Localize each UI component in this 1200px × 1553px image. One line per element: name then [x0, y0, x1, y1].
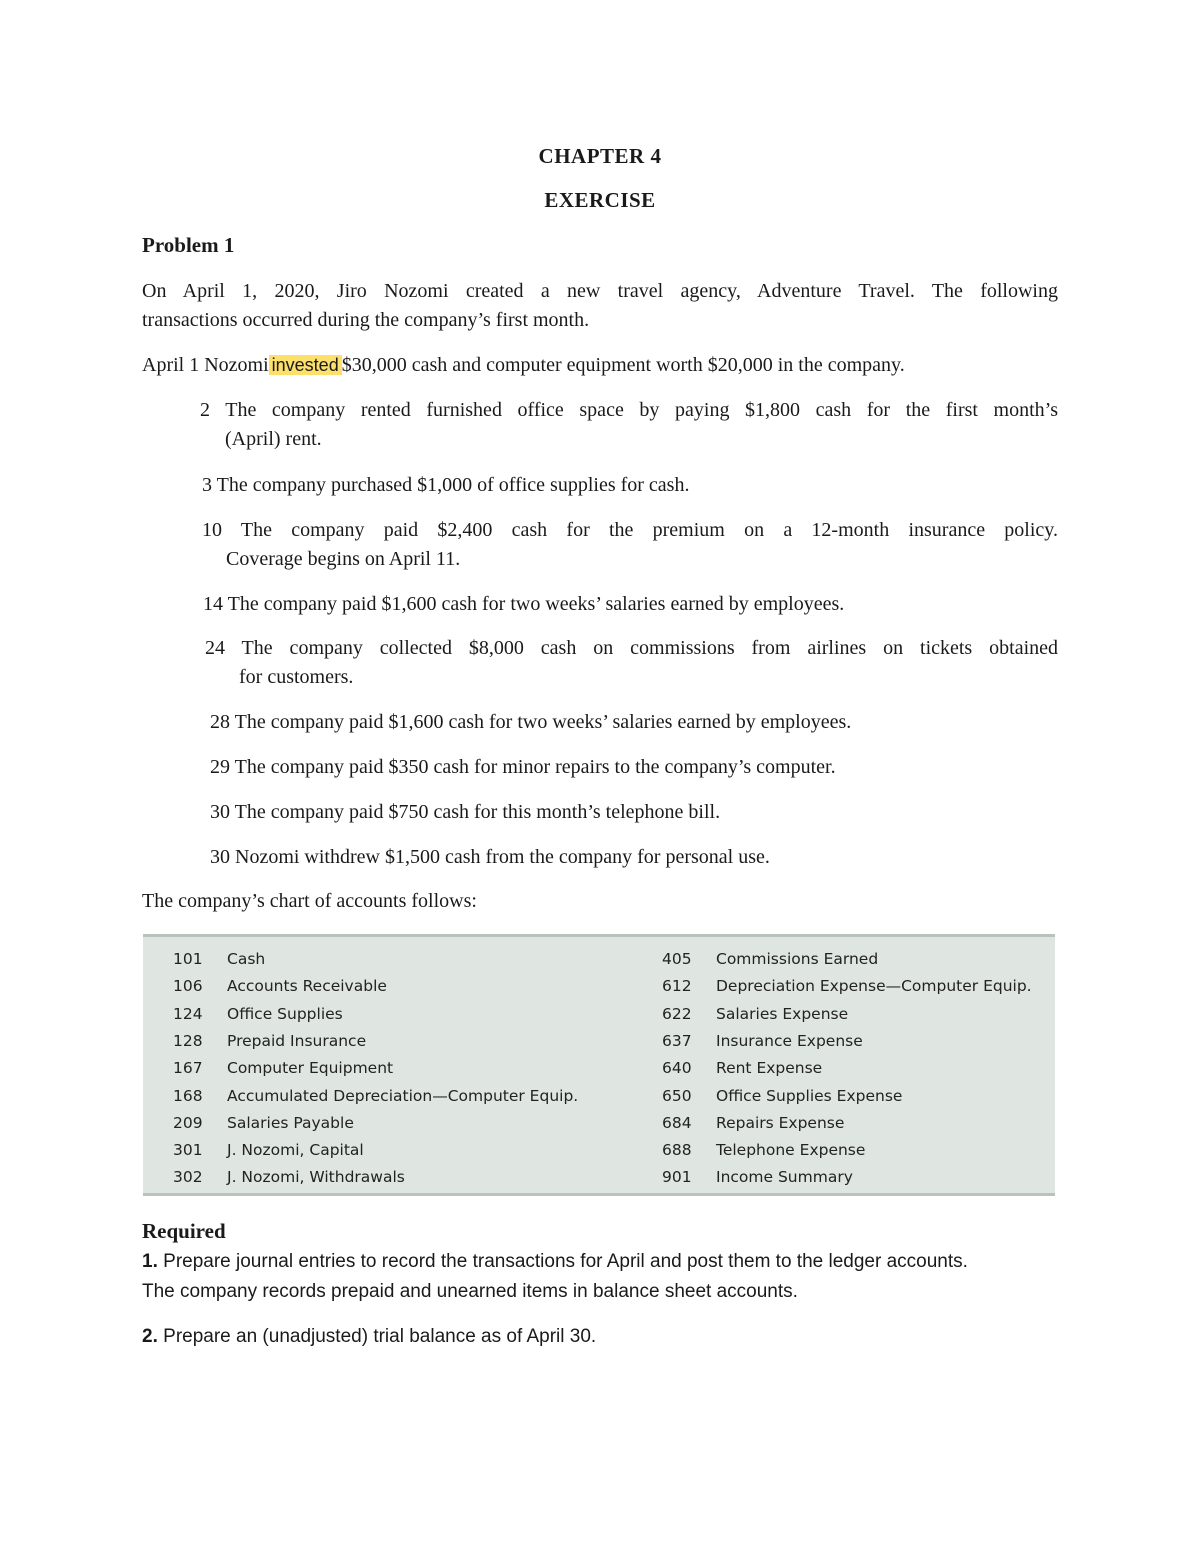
transaction-apr-30-withdrawal: 30 Nozomi withdrew $1,500 cash from the company for personal use.	[210, 846, 770, 868]
account-number: 650	[662, 1086, 692, 1105]
account-number: 901	[662, 1168, 692, 1187]
transaction-apr-14: 14 The company paid $1,600 cash for two weeks’ salaries earned by employees.	[203, 593, 845, 615]
chart-of-accounts-table	[143, 934, 1055, 1196]
account-name: Computer Equipment	[227, 1059, 394, 1078]
account-number: 640	[662, 1059, 692, 1078]
account-name: Income Summary	[716, 1168, 853, 1187]
account-name: Accumulated Depreciation—Computer Equip.	[227, 1086, 579, 1105]
account-name: Depreciation Expense—Computer Equip.	[716, 977, 1032, 996]
transaction-apr-29: 29 The company paid $350 cash for minor repairs to the company’s computer.	[210, 756, 836, 778]
account-name: J. Nozomi, Withdrawals	[227, 1168, 405, 1187]
account-name: Cash	[227, 950, 266, 968]
account-number: 168	[173, 1086, 203, 1105]
chapter-heading: CHAPTER 4	[538, 144, 662, 168]
account-number: 167	[173, 1059, 203, 1078]
requirement-1-line-1	[142, 1247, 968, 1276]
transaction-apr-28: 28 The company paid $1,600 cash for two weeks’ salaries earned by employees.	[210, 711, 852, 733]
required-heading: Required	[142, 1219, 226, 1243]
account-name: J. Nozomi, Capital	[227, 1141, 364, 1160]
account-number: 106	[173, 977, 203, 996]
transaction-apr-30-telephone: 30 The company paid $750 cash for this month’s telephone bill.	[210, 801, 721, 823]
transaction-apr-2-line-2: (April) rent.	[225, 428, 322, 450]
transaction-date-label: April 1 Nozomi	[142, 354, 269, 376]
account-number: 612	[662, 977, 692, 996]
requirement-1-number: 1.	[142, 1251, 158, 1272]
account-number: 622	[662, 1004, 692, 1023]
account-number: 124	[173, 1004, 203, 1023]
account-name: Telephone Expense	[716, 1141, 866, 1160]
account-name: Insurance Expense	[716, 1031, 863, 1050]
account-number: 684	[662, 1113, 692, 1132]
transaction-text: $30,000 cash and computer equipment worth $20,000 in the company.	[341, 354, 905, 376]
account-number: 302	[173, 1168, 203, 1187]
account-number: 405	[662, 950, 692, 968]
account-name: Office Supplies Expense	[716, 1086, 903, 1105]
account-name: Commissions Earned	[716, 950, 879, 968]
transaction-apr-24-line-2: for customers.	[239, 666, 354, 688]
account-number: 209	[173, 1113, 203, 1132]
problem-title: Problem 1	[142, 233, 235, 257]
exercise-heading: EXERCISE	[544, 188, 656, 212]
highlighted-word: invested	[269, 355, 342, 375]
transaction-apr-10-line-1: 10 The company paid $2,400 cash for the premium on a 12-month insurance policy.	[202, 519, 1058, 541]
transaction-apr-10-line-2: Coverage begins on April 11.	[226, 548, 461, 570]
account-name: Repairs Expense	[716, 1113, 845, 1132]
account-number: 301	[173, 1141, 203, 1160]
account-number: 128	[173, 1031, 203, 1050]
account-number: 688	[662, 1141, 692, 1160]
chart-of-accounts-intro: The company’s chart of accounts follows:	[142, 890, 477, 912]
requirement-1-line-2: The company records prepaid and unearned items in balance sheet accounts.	[142, 1281, 798, 1302]
requirement-1-text: Prepare journal entries to record the transactions for April and post them to the ledger accounts.	[163, 1251, 968, 1272]
transaction-apr-24-line-1: 24 The company collected $8,000 cash on commissions from airlines on tickets obtained	[205, 637, 1058, 659]
account-name: Rent Expense	[716, 1059, 823, 1078]
account-name: Salaries Payable	[227, 1113, 354, 1132]
transaction-apr-1	[142, 351, 905, 380]
intro-line-1: On April 1, 2020, Jiro Nozomi created a new travel agency, Adventure Travel. The following	[142, 280, 1058, 302]
account-name: Accounts Receivable	[227, 977, 387, 996]
account-number: 637	[662, 1031, 692, 1050]
requirement-2-text: Prepare an (unadjusted) trial balance as of April 30.	[163, 1326, 597, 1347]
account-name: Prepaid Insurance	[227, 1031, 367, 1050]
transaction-apr-3: 3 The company purchased $1,000 of office supplies for cash.	[202, 474, 690, 496]
intro-line-2: transactions occurred during the company’s first month.	[142, 309, 590, 331]
account-name: Salaries Expense	[716, 1004, 849, 1023]
account-number: 101	[173, 950, 203, 968]
requirement-2	[142, 1322, 596, 1351]
transaction-apr-2-line-1: 2 The company rented furnished office space by paying $1,800 cash for the first month’s	[200, 399, 1058, 421]
account-name: Office Supplies	[227, 1004, 343, 1023]
requirement-2-number: 2.	[142, 1326, 158, 1347]
